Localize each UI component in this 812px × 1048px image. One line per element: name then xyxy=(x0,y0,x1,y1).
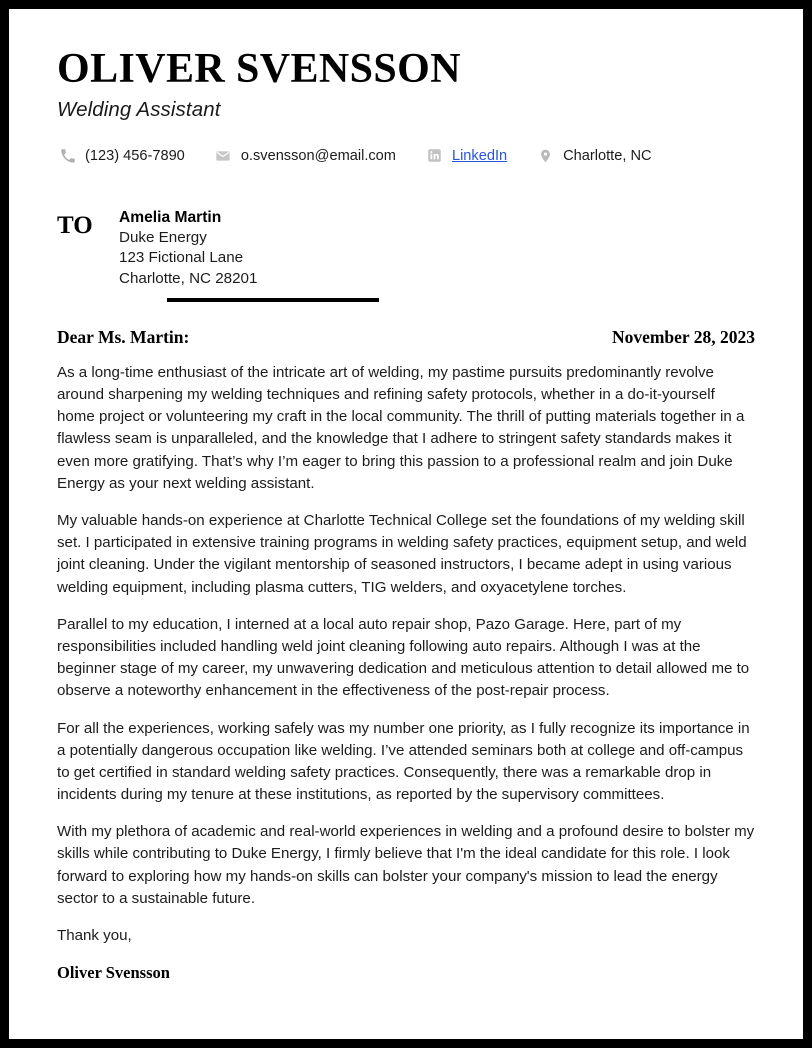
letter-date: November 28, 2023 xyxy=(611,326,755,347)
recipient-name: Amelia Martin xyxy=(119,208,222,226)
location-pin-icon xyxy=(537,147,554,164)
contact-linkedin-link[interactable]: LinkedIn xyxy=(451,147,508,164)
recipient-address xyxy=(119,208,257,289)
letter-paragraph: With my plethora of academic and real-world experiences in welding and a profound desire to bolster my skills while contributing to Duke Energy, I firmly believe that I'm the ideal candidate for this role. I look forward to exploring how my hands-on skills can bolster your company's mission to lead the energy sector to a sustainable future. xyxy=(57,823,755,907)
phone-icon xyxy=(59,147,76,164)
contact-phone-text: (123) 456-7890 xyxy=(85,147,185,164)
candidate-job-title: Welding Assistant xyxy=(57,97,221,121)
email-icon xyxy=(215,147,232,164)
contact-location xyxy=(537,147,651,164)
letter-body xyxy=(57,362,755,910)
contact-linkedin[interactable] xyxy=(426,147,507,164)
page-content xyxy=(9,9,803,1039)
recipient-city-state-zip: Charlotte, NC 28201 xyxy=(119,269,258,287)
recipient-block xyxy=(57,208,755,289)
contact-email xyxy=(215,147,396,164)
contact-email-text: o.svensson@email.com xyxy=(240,147,396,164)
candidate-name: OLIVER SVENSSON xyxy=(57,46,461,92)
recipient-company: Duke Energy xyxy=(119,229,207,247)
letter-paragraph: For all the experiences, working safely was my number one priority, as I fully recognize its importance in a potentially dangerous occupation like welding. I’ve attended seminars both at college and off-campus to get certified in standard welding safety practices. Consequently, there was a remarkable drop in incidents during my tenure at these institutions, as reported by the supervisory committees. xyxy=(57,719,750,804)
letter-paragraph: My valuable hands-on experience at Charlotte Technical College set the foundations of my welding skill set. I participated in extensive training programs in welding safety practices, equipment setup, and weld joint cleaning. Under the vigilant mentorship of seasoned instructors, I became adept in using various welding equipment, including plasma cutters, TIG welders, and oxyacetylene torches. xyxy=(57,512,747,596)
letter-signature: Oliver Svensson xyxy=(57,963,170,983)
recipient-divider-rule xyxy=(167,298,379,302)
letter-paragraph: Parallel to my education, I interned at a local auto repair shop, Pazo Garage. Here, part of my responsibilities included handling weld joint cleaning following auto repairs. Although I was at the beginner stage of my career, my unwavering dedication and meticulous attention to detail allowed me to observe a noteworthy enhancement in the effectiveness of the post-repair process. xyxy=(57,615,750,700)
letter-paragraph: As a long-time enthusiast of the intricate art of welding, my pastime pursuits predominantly revolve around sharpening my welding techniques and refining safety protocols, whether in a do-it-yourself home project or volunteering my craft in the local community. The thrill of putting materials together in a flawless seam is unparalleled, and the knowledge that I adhere to stringent safety standards makes it even more gratifying. That’s why I’m eager to bring this passion to a professional realm and join Duke Energy as your next welding assistant. xyxy=(57,363,745,492)
contact-phone xyxy=(59,147,185,164)
contact-location-text: Charlotte, NC xyxy=(563,147,652,164)
letter-header xyxy=(57,47,755,122)
linkedin-icon xyxy=(426,147,443,164)
contact-row xyxy=(59,144,755,168)
recipient-to-label: TO xyxy=(57,211,93,239)
salutation-row xyxy=(57,327,755,348)
salutation: Dear Ms. Martin: xyxy=(57,326,190,347)
letter-closing: Thank you, xyxy=(57,927,132,945)
recipient-street: 123 Fictional Lane xyxy=(119,249,244,267)
